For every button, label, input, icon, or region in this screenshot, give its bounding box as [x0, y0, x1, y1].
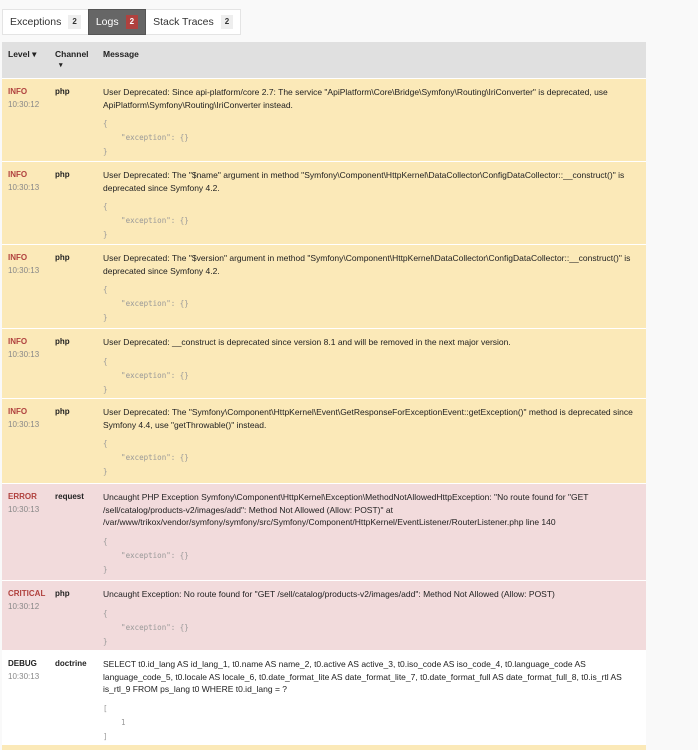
- log-level: INFO: [8, 87, 28, 96]
- log-level: CRITICAL: [8, 589, 46, 598]
- count-badge: 2: [68, 15, 80, 29]
- log-context: [ 1 ]: [103, 703, 126, 741]
- level-column-header[interactable]: Level ▾: [2, 42, 49, 79]
- log-channel: php: [55, 170, 70, 179]
- log-row: [2, 581, 646, 651]
- log-time: 10:30:13: [8, 504, 40, 514]
- message-cell: [97, 79, 646, 162]
- channel-cell: [49, 79, 97, 162]
- log-message: Uncaught PHP Exception Symfony\Component\HttpKernel\Exception\MethodNotAllowedHttpException: "No route found for "GET /sell/catalog/products-v2/images/add": Method Not Allowed (Allow: POST)" at /var/www/trikox/vendor/symfony/symfony/src/Symfony/Component/HttpKernel/EventListener/RouterListener.php line 140: [103, 492, 589, 527]
- message-column-header: Message: [97, 42, 646, 79]
- channel-label: Channel: [55, 49, 89, 59]
- log-row: [2, 162, 646, 245]
- message-cell: [97, 651, 646, 746]
- log-row: [2, 79, 646, 162]
- log-level: INFO: [8, 337, 28, 346]
- logs-table: [2, 42, 646, 746]
- log-time: 10:30:13: [8, 419, 40, 429]
- tab-stack-traces[interactable]: [146, 10, 240, 34]
- log-message: SELECT t0.id_lang AS id_lang_1, t0.name AS name_2, t0.active AS active_3, t0.iso_code AS iso_code_4, t0.language_code AS language_code_5, t0.locale AS locale_6, t0.date_format_lite AS date_format_lite_7, t0.date_format_full AS date_format_full_8, t0.is_rtl AS is_rtl_9 FROM ps_lang t0 WHERE t0.id_lang = ?: [103, 659, 622, 694]
- log-channel: php: [55, 87, 70, 96]
- log-level: INFO: [8, 253, 28, 262]
- log-row: [2, 484, 646, 581]
- channel-cell: [49, 329, 97, 399]
- channel-cell: [49, 484, 97, 581]
- log-context: { "exception": {} }: [103, 356, 189, 394]
- channel-cell: [49, 245, 97, 329]
- log-context: { "exception": {} }: [103, 608, 189, 646]
- log-channel: php: [55, 253, 70, 262]
- channel-cell: [49, 399, 97, 484]
- message-cell: [97, 581, 646, 651]
- count-badge: 2: [221, 15, 233, 29]
- tab-label: Exceptions: [10, 16, 62, 28]
- log-row: [2, 329, 646, 399]
- log-channel: request: [55, 492, 84, 501]
- log-time: 10:30:13: [8, 265, 40, 275]
- log-time: 10:30:12: [8, 99, 40, 109]
- tab-exceptions[interactable]: [3, 10, 88, 34]
- log-level: INFO: [8, 170, 28, 179]
- message-cell: [97, 245, 646, 329]
- log-row: [2, 399, 646, 484]
- log-message: User Deprecated: The "$version" argument in method "Symfony\Component\HttpKernel\DataCollector\ConfigDataCollector::__construct()" is deprecated since Symfony 4.2.: [103, 253, 631, 276]
- log-context: { "exception": {} }: [103, 202, 189, 239]
- log-time: 10:30:13: [8, 671, 40, 681]
- log-channel: doctrine: [55, 659, 87, 668]
- level-cell: [2, 399, 49, 484]
- count-badge: 2: [126, 15, 138, 29]
- log-row: [2, 651, 646, 746]
- log-time: 10:30:12: [8, 601, 40, 611]
- log-level: INFO: [8, 407, 28, 416]
- message-cell: [97, 484, 646, 581]
- log-message: Uncaught Exception: No route found for "GET /sell/catalog/products-v2/images/add": Method Not Allowed (Allow: POST): [103, 589, 555, 599]
- sort-caret-icon: ▾: [59, 62, 63, 69]
- level-cell: [2, 581, 49, 651]
- message-cell: [97, 162, 646, 245]
- level-cell: [2, 484, 49, 581]
- tab-label: Logs: [95, 16, 119, 28]
- channel-cell: [49, 651, 97, 746]
- table-header: [2, 42, 646, 79]
- log-message: User Deprecated: The "$name" argument in method "Symfony\Component\HttpKernel\DataCollector\ConfigDataCollector::__construct()" is deprecated since Symfony 4.2.: [103, 170, 625, 193]
- log-message: User Deprecated: __construct is deprecated since version 8.1 and will be removed in the next major version.: [103, 337, 511, 347]
- level-cell: [2, 651, 49, 746]
- log-level: DEBUG: [8, 659, 37, 668]
- panel-tabs: [2, 9, 241, 35]
- channel-cell: [49, 162, 97, 245]
- level-cell: [2, 245, 49, 329]
- log-context: { "exception": {} }: [103, 439, 189, 476]
- log-context: { "exception": {} }: [103, 536, 189, 574]
- tab-logs[interactable]: [88, 9, 146, 35]
- log-level: ERROR: [8, 492, 37, 501]
- message-cell: [97, 399, 646, 484]
- channel-column-header[interactable]: [49, 42, 97, 79]
- log-context: { "exception": {} }: [103, 285, 189, 322]
- log-row: [2, 245, 646, 329]
- tab-label: Stack Traces: [153, 16, 214, 28]
- log-time: 10:30:13: [8, 182, 40, 192]
- log-channel: php: [55, 337, 70, 346]
- level-cell: [2, 79, 49, 162]
- level-cell: [2, 329, 49, 399]
- next-row-edge: [2, 745, 646, 750]
- log-message: User Deprecated: The "Symfony\Component\HttpKernel\Event\GetResponseForExceptionEvent::getException()" method is deprecated since Symfony 4.4, use "getThrowable()" instead.: [103, 407, 633, 430]
- log-context: { "exception": {} }: [103, 119, 189, 156]
- log-channel: php: [55, 407, 70, 416]
- log-channel: php: [55, 589, 70, 598]
- log-message: User Deprecated: Since api-platform/core 2.7: The service "ApiPlatform\Core\Bridge\Symfony\Routing\IriConverter" is deprecated, use ApiPlatform\Symfony\Routing\IriConverter instead.: [103, 87, 608, 110]
- log-time: 10:30:13: [8, 349, 40, 359]
- channel-cell: [49, 581, 97, 651]
- level-cell: [2, 162, 49, 245]
- message-cell: [97, 329, 646, 399]
